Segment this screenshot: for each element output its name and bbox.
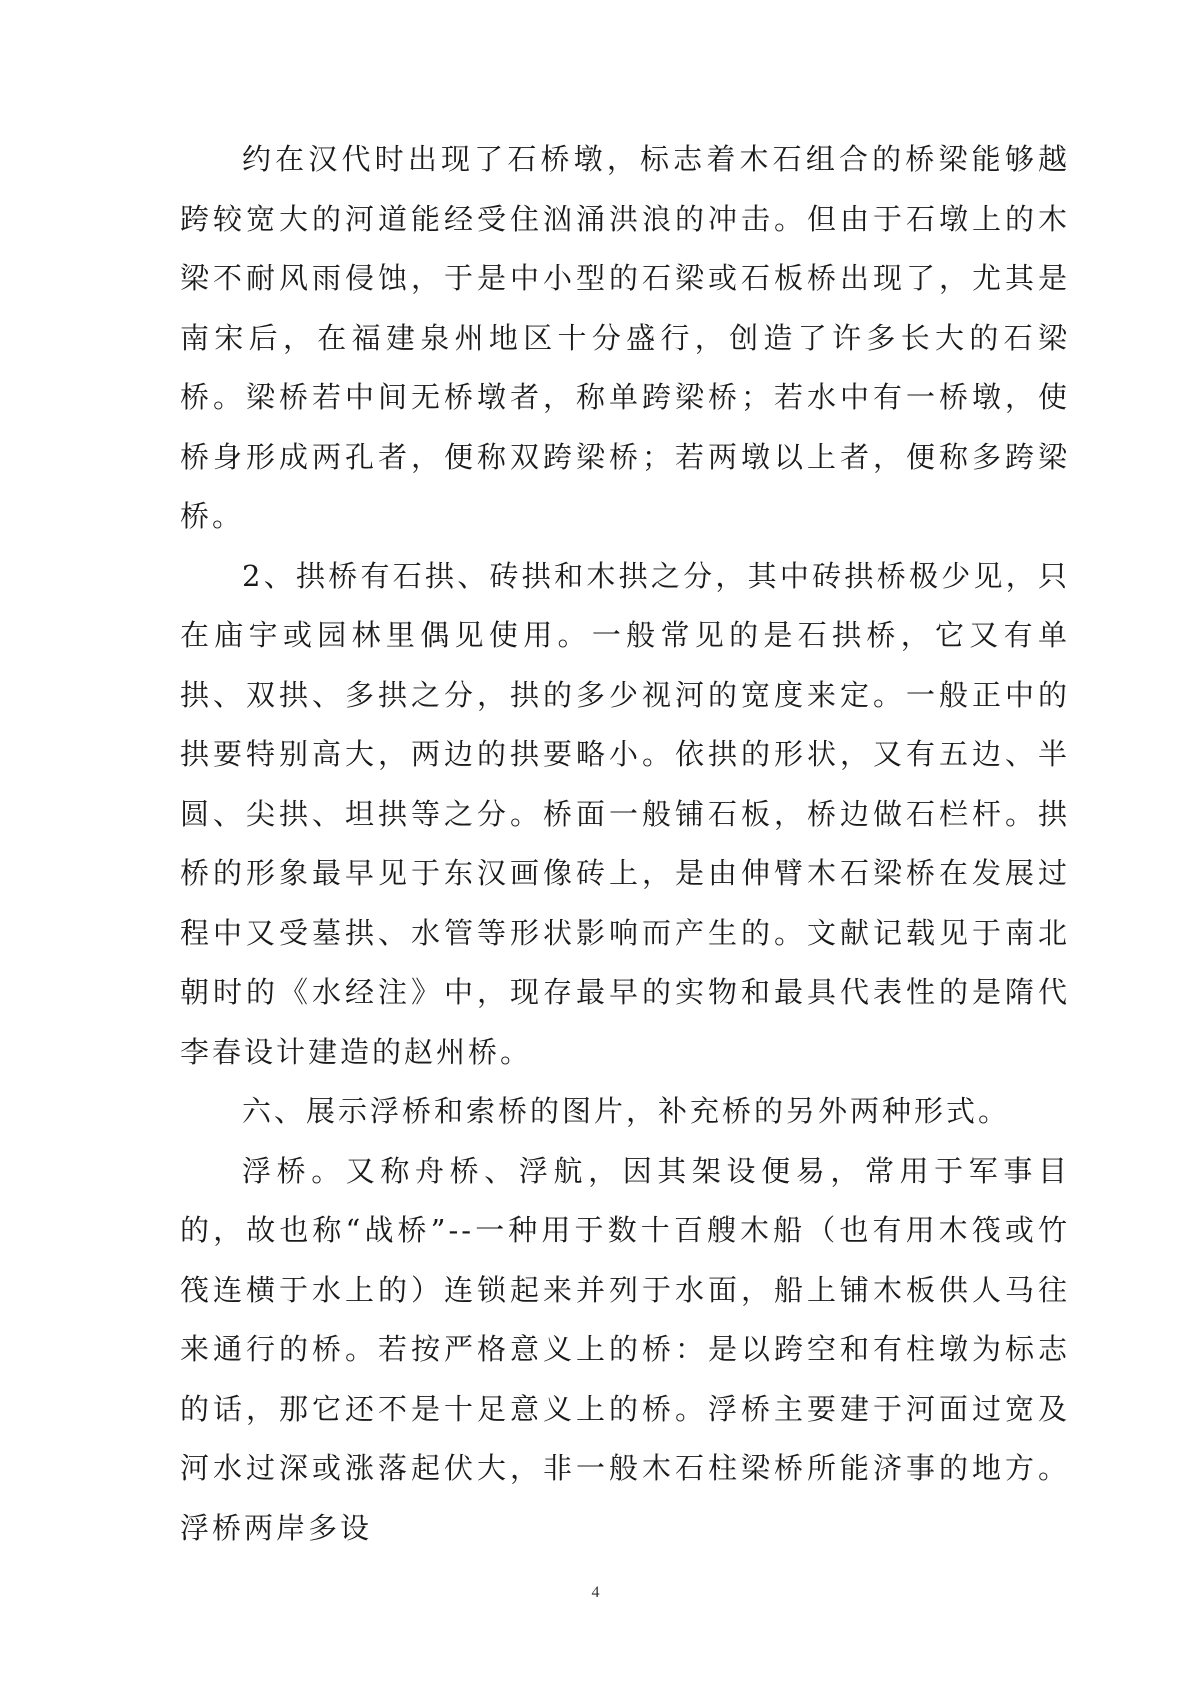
paragraph-section-six: 六、展示浮桥和索桥的图片，补充桥的另外两种形式。 <box>242 1094 1011 1128</box>
page-number: 4 <box>591 1584 600 1601</box>
body-text <box>180 130 1070 1558</box>
paragraph-arch-bridge: 2、拱桥有石拱、砖拱和木拱之分，其中砖拱桥极少见，只在庙宇或园林里偶见使用。一般常见的是石拱桥，它又有单拱、双拱、多拱之分，拱的多少视河的宽度来定。一般正中的拱要特别高大，两边的拱要略小。依拱的形状，又有五边、半圆、尖拱、坦拱等之分。桥面一般铺石板，桥边做石栏杆。拱桥的形象最早见于东汉画像砖上，是由伸臂木石梁桥在发展过程中又受墓拱、水管等形状影响而产生的。文献记载见于南北朝时的《水经注》中，现存最早的实物和最具代表性的是隋代李春设计建造的赵州桥。 <box>180 558 1070 1069</box>
paragraph-floating-bridge: 浮桥。又称舟桥、浮航，因其架设便易，常用于军事目的，故也称“战桥”--一种用于数十百艘木船（也有用木筏或竹筏连横于水上的）连锁起来并列于水面，船上铺木板供人马往来通行的桥。若按严格意义上的桥：是以跨空和有柱墩为标志的话，那它还不是十足意义上的桥。浮桥主要建于河面过宽及河水过深或涨落起伏大，非一般木石柱梁桥所能济事的地方。浮桥两岸多设 <box>180 1153 1070 1545</box>
paragraph-beam-bridge: 约在汉代时出现了石桥墩，标志着木石组合的桥梁能够越跨较宽大的河道能经受住汹涌洪浪的冲击。但由于石墩上的木梁不耐风雨侵蚀，于是中小型的石梁或石板桥出现了，尤其是南宋后，在福建泉州地区十分盛行，创造了许多长大的石梁桥。梁桥若中间无桥墩者，称单跨梁桥；若水中有一桥墩，使桥身形成两孔者，便称双跨梁桥；若两墩以上者，便称多跨梁桥。 <box>180 142 1070 533</box>
